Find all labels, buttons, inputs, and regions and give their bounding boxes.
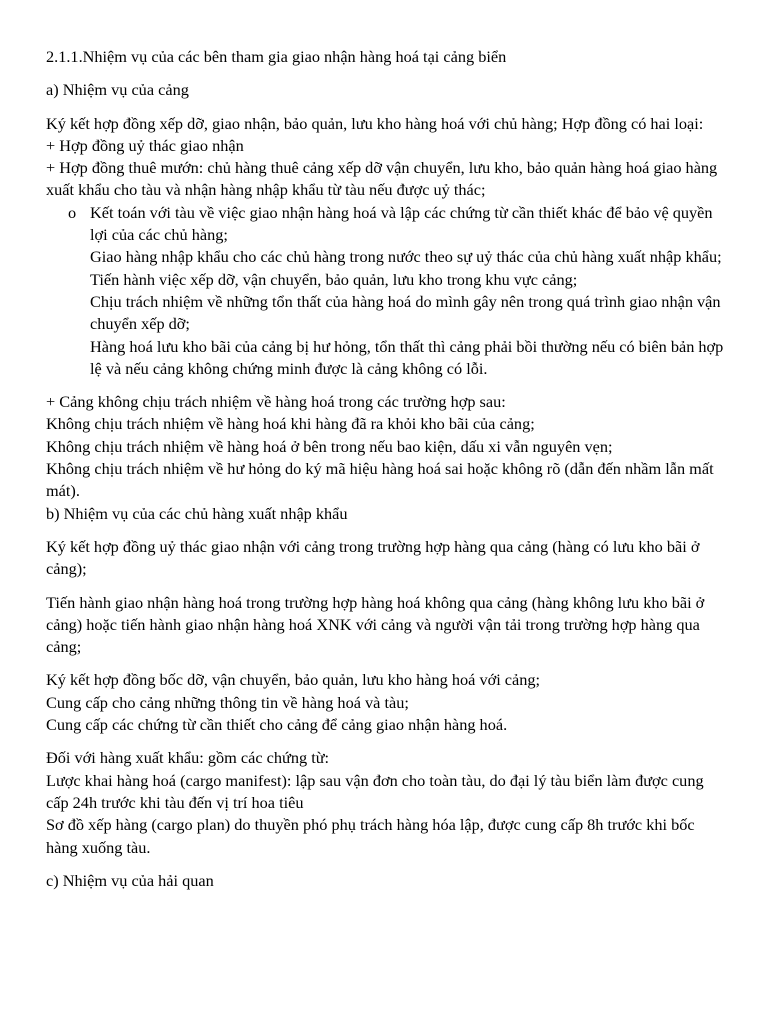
document-body	[46, 46, 726, 892]
list-item-line: Hàng hoá lưu kho bãi của cảng bị hư hỏng, tổn thất thì cảng phải bồi thường nếu có biên bản hợp lệ và nếu cảng không chứng minh được là cảng không có lỗi.	[90, 336, 724, 378]
bullet-marker: o	[68, 202, 77, 222]
list-item-line: Tiến hành việc xếp dỡ, vận chuyển, bảo quản, lưu kho trong khu vực cảng;	[90, 269, 578, 289]
paragraph: Tiến hành giao nhận hàng hoá trong trường hợp hàng hoá không qua cảng (hàng không lưu kho bãi ở cảng) hoặc tiến hành giao nhận hàng hoá XNK với cảng và người vận tải trong trường hợp hàng qua cảng;	[46, 592, 705, 657]
paragraph: Ký kết hợp đồng xếp dỡ, giao nhận, bảo quản, lưu kho hàng hoá với chủ hàng; Hợp đồng có hai loại:	[46, 113, 704, 133]
section-b-title: b) Nhiệm vụ của các chủ hàng xuất nhập khẩu	[46, 503, 348, 523]
paragraph: + Cảng không chịu trách nhiệm về hàng hoá trong các trường hợp sau:	[46, 392, 506, 412]
section-a-intro	[46, 113, 726, 202]
not-liable-block	[46, 391, 726, 525]
list-item	[46, 202, 726, 380]
section-c-title: c) Nhiệm vụ của hải quan	[46, 870, 214, 890]
list-item-line: Giao hàng nhập khẩu cho các chủ hàng trong nước theo sự uỷ thác của chủ hàng xuất nhập khẩu;	[90, 247, 722, 267]
paragraph: Ký kết hợp đồng uỷ thác giao nhận với cảng trong trường hợp hàng qua cảng (hàng có lưu kho bãi ở cảng);	[46, 536, 700, 579]
paragraph: Cung cấp các chứng từ cần thiết cho cảng để cảng giao nhận hàng hoá.	[46, 715, 508, 735]
paragraph: Ký kết hợp đồng bốc dỡ, vận chuyển, bảo quản, lưu kho hàng hoá với cảng;	[46, 670, 541, 690]
list-item-line: Kết toán với tàu về việc giao nhận hàng hoá và lập các chứng từ cần thiết khác để bảo vệ quyền lợi của các chủ hàng;	[90, 202, 713, 245]
paragraph: Lược khai hàng hoá (cargo manifest): lập sau vận đơn cho toàn tàu, do đại lý tàu biển làm được cung cấp 24h trước khi tàu đến vị trí hoa tiêu	[46, 770, 704, 812]
paragraph: Sơ đồ xếp hàng (cargo plan) do thuyền phó phụ trách hàng hóa lập, được cung cấp 8h trước khi bốc hàng xuống tàu.	[46, 815, 695, 857]
paragraph: Cung cấp cho cảng những thông tin về hàng hoá và tàu;	[46, 692, 409, 712]
paragraph: + Hợp đồng thuê mướn: chủ hàng thuê cảng xếp dỡ vận chuyển, lưu kho, bảo quản hàng hoá giao hàng xuất khẩu cho tàu và nhận hàng nhập khẩu từ tàu nếu được uỷ thác;	[46, 158, 718, 200]
section-a-title: a) Nhiệm vụ của cảng	[46, 80, 189, 100]
paragraph: Không chịu trách nhiệm về hàng hoá khi hàng đã ra khỏi kho bãi của cảng;	[46, 414, 535, 434]
section-b-duties	[46, 669, 726, 736]
bullet-list	[46, 202, 726, 380]
paragraph: Không chịu trách nhiệm về hư hỏng do ký mã hiệu hàng hoá sai hoặc không rõ (dẫn đến nhầm lẫn mất mát).	[46, 459, 714, 501]
paragraph: Không chịu trách nhiệm về hàng hoá ở bên trong nếu bao kiện, dấu xi vẫn nguyên vẹn;	[46, 436, 613, 456]
export-documents	[46, 747, 726, 858]
list-item-line: Chịu trách nhiệm về những tổn thất của hàng hoá do mình gây nên trong quá trình giao nhận vận chuyển xếp dỡ;	[90, 291, 721, 334]
section-heading: 2.1.1.Nhiệm vụ của các bên tham gia giao nhận hàng hoá tại cảng biển	[46, 47, 507, 66]
paragraph: Đối với hàng xuất khẩu: gồm các chứng từ:	[46, 748, 330, 768]
paragraph: + Hợp đồng uỷ thác giao nhận	[46, 135, 244, 155]
